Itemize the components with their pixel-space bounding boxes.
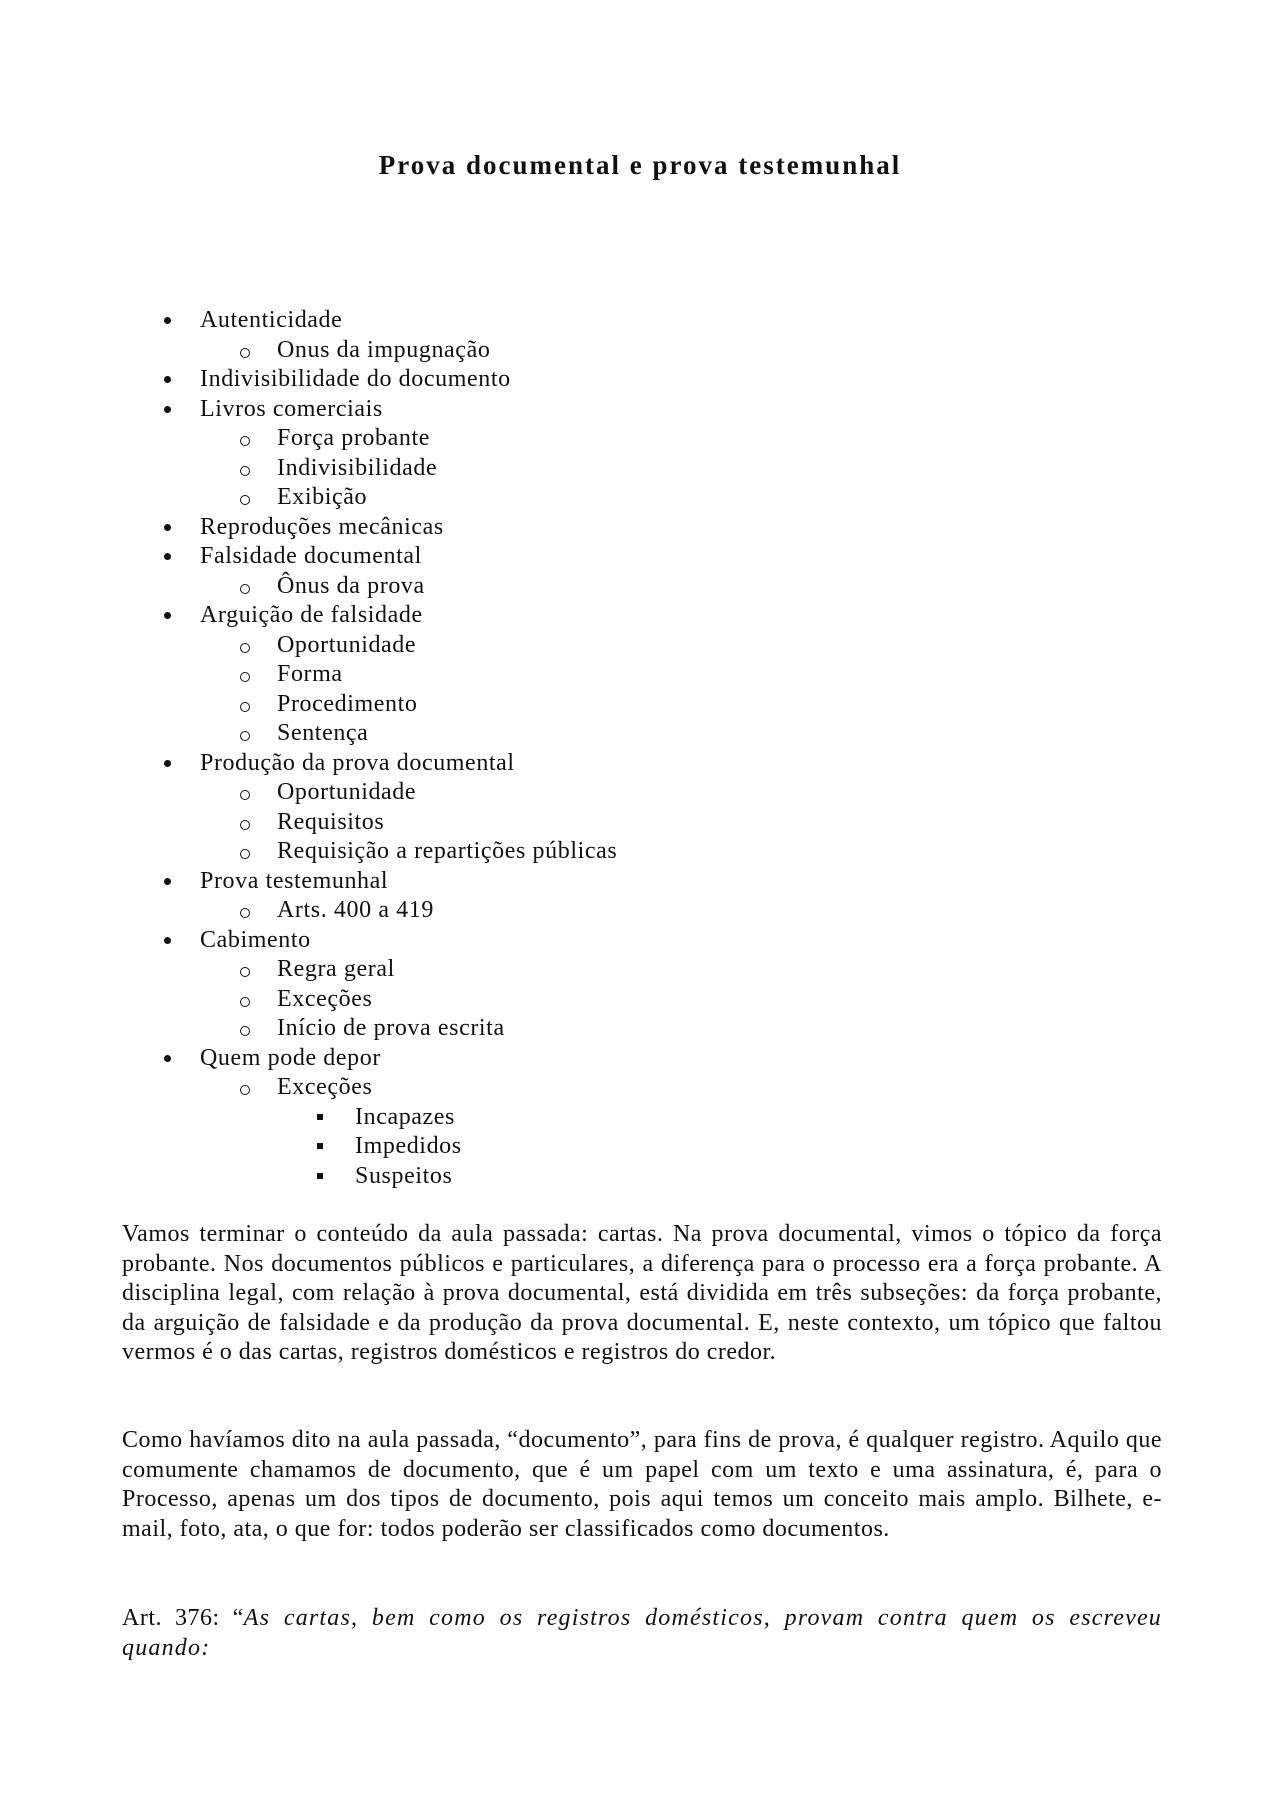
outline-item-text: Exibição [277,484,368,510]
outline-item-text: Arguição de falsidade [200,602,423,628]
filled-bullet-icon [164,376,171,383]
hollow-bullet-icon [240,967,250,977]
outline-item-text: Regra geral [277,956,395,982]
outline-item-text: Onus da impugnação [277,336,491,363]
outline-item-text: Exceções [277,985,373,1012]
square-bullet-icon [317,1114,323,1120]
paragraph-cartas-intro: Vamos terminar o conteúdo da aula passada: cartas. Na prova documental, vimos o tópico da força probante. Nos documentos públicos e particulares, a diferença para o processo era a força probante. A disciplina legal, com relação à prova documental, está dividida em três subseções: da força probante, da arguição de falsidade e da produção da prova documental. E, neste contexto, um tópico que faltou vermos é o das cartas, registros domésticos e registros do credor. [122,1221,1162,1365]
square-bullet-icon [317,1143,323,1149]
hollow-bullet-icon [240,997,250,1007]
hollow-bullet-icon [240,1026,250,1036]
outline-item-text: Incapazes [355,1103,455,1130]
outline-item-text: Falsidade documental [200,543,422,569]
outline-item-text: Reproduções mecânicas [200,513,444,540]
hollow-bullet-icon [240,495,250,505]
outline-item-text: Suspeitos [355,1162,453,1189]
outline-item-text: Arts. 400 a 419 [277,897,434,923]
document-title: Prova documental e prova testemunhal [378,150,902,180]
hollow-bullet-icon [240,908,250,918]
hollow-bullet-icon [240,790,250,800]
outline-item-text: Autenticidade [200,307,343,333]
hollow-bullet-icon [240,849,250,859]
paragraph-conceito-documento: Como havíamos dito na aula passada, “documento”, para fins de prova, é qualquer registro. Aquilo que comumente chamamos de documento, que é um papel com um texto e uma assinatura, é, para o Processo, apenas um dos tipos de documento, pois aqui temos um conceito mais amplo. Bilhete, e-mail, foto, ata, o que for: todos poderão ser classificados como documentos. [122,1427,1162,1542]
filled-bullet-icon [164,524,171,531]
outline-item-text: Prova testemunhal [200,867,389,894]
article-quote: As cartas, bem como os registros domésticos, provam contra quem os escreveu quando: [122,1605,1162,1661]
outline-item-text: Oportunidade [277,631,417,658]
hollow-bullet-icon [240,466,250,476]
filled-bullet-icon [164,878,171,885]
filled-bullet-icon [164,612,171,619]
square-bullet-icon [317,1173,323,1179]
outline-item-text: Cabimento [200,926,311,953]
outline-item-text: Produção da prova documental [200,749,515,776]
hollow-bullet-icon [240,702,250,712]
filled-bullet-icon [164,1055,171,1062]
hollow-bullet-icon [240,643,250,653]
hollow-bullet-icon [240,731,250,741]
article-reference: Art. 376: “ [122,1605,244,1631]
outline-item-text: Exceções [277,1074,373,1100]
filled-bullet-icon [164,937,171,944]
outline-item-text: Indivisibilidade do documento [200,366,511,392]
paragraph-art-376 [122,1604,1162,1663]
filled-bullet-icon [164,406,171,413]
outline-item-text: Força probante [277,425,431,451]
outline-item-text: Requisição a repartições públicas [277,838,618,864]
outline-item-text: Sentença [277,720,369,746]
filled-bullet-icon [164,317,171,324]
outline-item-text: Forma [277,661,343,687]
outline-item-text: Oportunidade [277,779,417,805]
hollow-bullet-icon [240,820,250,830]
filled-bullet-icon [164,553,171,560]
outline-item-text: Ônus da prova [277,572,425,599]
outline-item-text: Procedimento [277,690,418,717]
hollow-bullet-icon [240,1085,250,1095]
outline-item-text: Indivisibilidade [277,454,438,481]
hollow-bullet-icon [240,672,250,682]
hollow-bullet-icon [240,436,250,446]
outline-item-text: Requisitos [277,808,385,835]
outline-item-text: Início de prova escrita [277,1015,505,1041]
outline-item-text: Impedidos [355,1133,462,1159]
hollow-bullet-icon [240,348,250,358]
outline-item-text: Livros comerciais [200,395,383,422]
outline-item-text: Quem pode depor [200,1044,381,1071]
filled-bullet-icon [164,760,171,767]
hollow-bullet-icon [240,584,250,594]
